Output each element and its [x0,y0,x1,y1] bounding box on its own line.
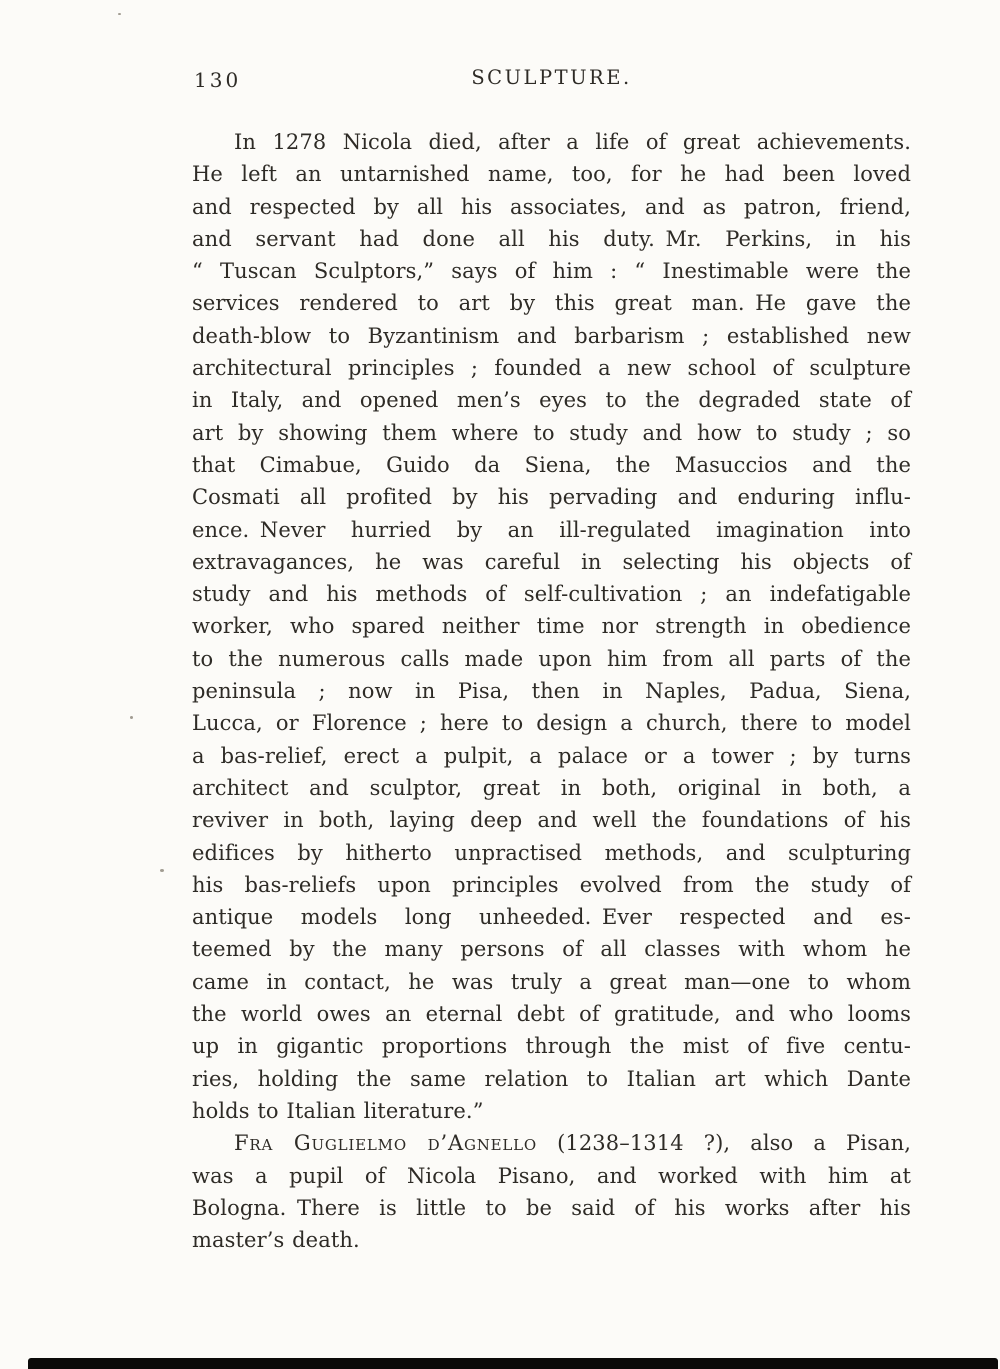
text-line: to the numerous calls made upon him from all parts of the [192,646,911,671]
text-line: a bas-relief, erect a pulpit, a palace or a tower ; by turns [192,743,911,768]
text-line: In 1278 Nicola died, after a life of great achievements. [234,130,911,154]
text-line: peninsula ; now in Pisa, then in Naples, Padua, Siena, [192,679,911,704]
scan-speck [118,13,121,15]
text-line: and servant had done all his duty. Mr. Perkins, in his [192,226,911,251]
text-line: holds to Italian literature.” [192,1098,484,1123]
text-line: study and his methods of self-cultivation ; an indefatigable [192,582,911,607]
text-line: antique models long unheeded. Ever respected and es- [192,905,911,930]
text-line: edifices by hitherto unpractised methods, and sculpturing [192,840,911,865]
text-line: was a pupil of Nicola Pisano, and worked with him at [192,1163,911,1188]
scan-edge-artifact [28,1358,998,1369]
paragraph [192,1127,911,1256]
text-line: worker, who spared neither time nor strength in obedience [192,614,911,639]
text-segment: (1238–1314 ?), also a Pisan, [537,1131,911,1156]
text-line: up in gigantic proportions through the mist of five centu- [192,1034,911,1059]
text-line: services rendered to art by this great man. He gave the [192,291,911,316]
text-line: that Cimabue, Guido da Siena, the Masuccios and the [192,452,911,477]
text-line: the world owes an eternal debt of gratitude, and who looms [192,1002,911,1027]
small-caps-name: Fra Guglielmo d’Agnello [234,1131,538,1156]
text-line: Lucca, or Florence ; here to design a church, there to model [192,711,911,736]
text-line [192,1127,911,1159]
page-body [192,126,911,1256]
text-line: “ Tuscan Sculptors,” says of him : “ Inestimable were the [192,259,911,284]
text-line: and respected by all his associates, and as patron, friend, [192,194,911,219]
text-line: extravagances, he was careful in selecting his objects of [192,549,911,574]
scan-speck [160,869,164,872]
text-line: ence. Never hurried by an ill-regulated imagination into [192,517,911,542]
text-line: He left an untarnished name, too, for he had been loved [192,162,911,187]
text-line: Bologna. There is little to be said of his works after his [192,1195,911,1220]
scan-speck [130,716,133,719]
text-line: reviver in both, laying deep and well the foundations of his [192,808,911,833]
running-title: SCULPTURE. [471,66,632,89]
text-line: master’s death. [192,1228,360,1253]
text-line: came in contact, he was truly a great man—one to whom [192,969,911,994]
text-line: in Italy, and opened men’s eyes to the degraded state of [192,388,911,413]
text-line: his bas-reliefs upon principles evolved from the study of [192,872,911,897]
page-header [192,66,911,94]
text-line: death-blow to Byzantinism and barbarism ; established new [192,323,911,348]
text-line: Cosmati all profited by his pervading and enduring influ- [192,485,911,510]
paragraph [192,126,911,1127]
text-line: architectural principles ; founded a new school of sculpture [192,356,911,381]
text-line: teemed by the many persons of all classes with whom he [192,937,911,962]
text-line: ries, holding the same relation to Italian art which Dante [192,1066,911,1091]
text-line: architect and sculptor, great in both, original in both, a [192,775,911,800]
page-number: 130 [194,68,242,92]
text-line: art by showing them where to study and how to study ; so [192,420,911,445]
